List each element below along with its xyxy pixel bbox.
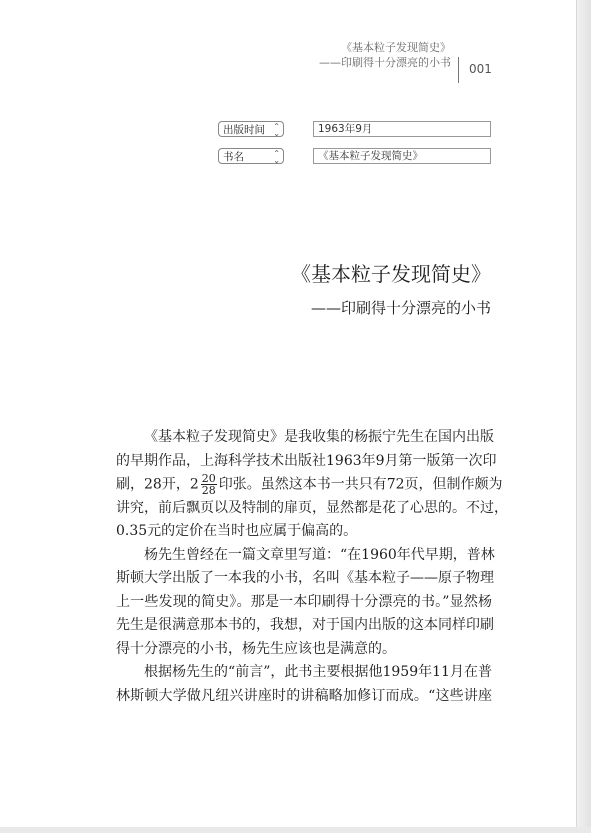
running-head-divider xyxy=(458,57,459,83)
body-text: 刷，28开，2 xyxy=(116,476,199,493)
body-line: 《基本粒子发现简史》是我收集的杨振宁先生在国内出版 xyxy=(144,429,494,445)
fraction-numerator: 20 xyxy=(201,472,216,485)
field-select-book-title[interactable] xyxy=(218,148,284,164)
body-line: 得十分漂亮的小书，杨先生应该也是满意的。 xyxy=(116,640,396,657)
body-line: 0.35元的定价在当时也应属于偏高的。 xyxy=(116,523,358,539)
field-label: 出版时间 xyxy=(223,124,265,136)
body-line: 讲究，前后飘页以及特制的扉页，显然都是花了心思的。不过， xyxy=(116,499,508,516)
running-head xyxy=(319,40,451,70)
running-head-title: 《基本粒子发现简史》 xyxy=(341,41,451,54)
field-label: 书名 xyxy=(223,151,244,163)
body-text: 印张。虽然这本书一共只有72页，但制作颇为 xyxy=(218,476,503,493)
updown-chevron-icon: ⌃ ⌄ xyxy=(273,122,280,138)
fraction xyxy=(201,473,217,496)
publish-date-field[interactable]: 1963年9月 xyxy=(313,121,491,137)
article-subtitle: ——印刷得十分漂亮的小书 xyxy=(310,299,491,317)
article-body xyxy=(116,426,508,708)
book-title-field[interactable]: 《基本粒子发现简史》 xyxy=(313,148,491,164)
body-line-fraction xyxy=(116,472,503,497)
page-bottom-edge xyxy=(0,827,591,833)
body-line: 上一些发现的简史》。那是一本印刷得十分漂亮的书。”显然杨 xyxy=(116,593,492,610)
body-line: 杨先生曾经在一篇文章里写道：“在1960年代早期，普林 xyxy=(144,546,495,563)
article-title: 《基本粒子发现简史》 xyxy=(291,262,491,286)
field-select-publish-date[interactable] xyxy=(218,121,284,137)
body-line: 先生是很满意那本书的，我想，对于国内出版的这本同样印刷 xyxy=(116,617,494,633)
body-line: 的早期作品，上海科学技术出版社1963年9月第一版第一次印 xyxy=(116,452,497,469)
updown-chevron-icon: ⌃ ⌄ xyxy=(273,149,280,165)
page-number: 001 xyxy=(469,62,492,76)
fraction-denominator: 28 xyxy=(201,484,216,497)
running-head-subtitle: ——印刷得十分漂亮的小书 xyxy=(319,56,451,69)
body-line: 斯顿大学出版了一本我的小书，名叫《基本粒子——原子物理 xyxy=(116,570,494,586)
page-edge xyxy=(576,0,591,833)
body-line: 林斯顿大学做凡纽兴讲座时的讲稿略加修订而成。“这些讲座 xyxy=(116,687,492,704)
body-line: 根据杨先生的“前言”，此书主要根据他1959年11月在普 xyxy=(144,664,492,680)
